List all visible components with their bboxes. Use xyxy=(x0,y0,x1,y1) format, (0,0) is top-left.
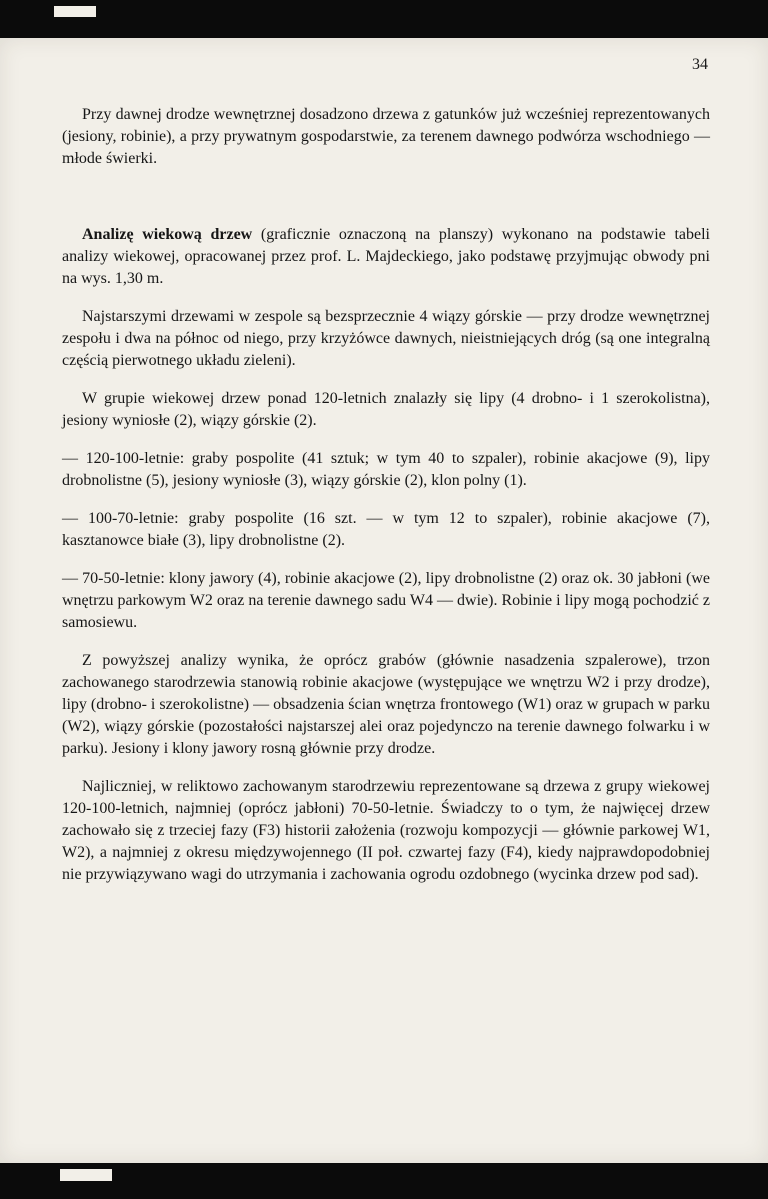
paragraph-conclusion-composition: Z powyższej analizy wynika, że oprócz grabów (głównie nasadzenia szpalerowe), trzon zachowanego starodrzewia stanowią robinie akacjowe (występujące we wnętrzu W2 i przy drodze), lipy (drobno- i szerokolistne) — obsadzenia ścian wnętrza frontowego (W1) oraz w grupach w parku (W2), wiązy górskie (pozostałości najstarszej alei oraz pojedynczo na terenie dawnego folwarku i w parku). Jesiony i klony jawory rosną głównie przy drodze. xyxy=(62,652,710,757)
paragraph-bold-rest: (graficznie oznaczoną na planszy) wykonano na podstawie tabeli analizy wiekowej, opracowanej przez prof. L. Majdeckiego, jako podstawę przyjmując obwody pni na wys. 1,30 m. xyxy=(62,226,710,287)
scan-border-bottom xyxy=(0,1163,768,1199)
scan-border-top xyxy=(0,0,768,38)
list-item-100-70: — 100-70-letnie: graby pospolite (16 szt. — w tym 12 to szpaler), robinie akacjowe (7), kasztanowce białe (3), lipy drobnolistne (2). xyxy=(62,510,710,549)
page-content xyxy=(62,104,710,902)
list-item-70-50: — 70-50-letnie: klony jawory (4), robinie akacjowe (2), lipy drobnolistne (2) oraz ok. 30 jabłoni (we wnętrzu parkowym W2 oraz na terenie dawnego sadu W4 — dwie). Robinie i lipy mogą pochodzić z samosiewu. xyxy=(62,570,710,631)
paragraph-intro: Przy dawnej drodze wewnętrznej dosadzono drzewa z gatunków już wcześniej reprezentowanych (jesiony, robinie), a przy prywatnym gospodarstwie, za terenem dawnego podwórza wschodniego — młode świerki. xyxy=(62,106,710,167)
list-item-120-100: — 120-100-letnie: graby pospolite (41 sztuk; w tym 40 to szpaler), robinie akacjowe (9), lipy drobnolistne (5), jesiony wyniosłe (3), wiązy górskie (2), klon polny (1). xyxy=(62,450,710,489)
scan-notch-bottom-left xyxy=(60,1169,112,1181)
paragraph-oldest-trees: Najstarszymi drzewami w zespole są bezsprzecznie 4 wiązy górskie — przy drodze wewnętrznej zespołu i dwa na północ od niego, przy krzyżówce dawnych, nieistniejących dróg (są one integralną częścią pierwotnego układu zieleni). xyxy=(62,308,710,369)
document-page xyxy=(0,38,768,1163)
scan-notch-top-left xyxy=(54,6,96,17)
paragraph-over-120: W grupie wiekowej drzew ponad 120-letnich znalazły się lipy (4 drobno- i 1 szerokolistna), jesiony wyniosłe (2), wiązy górskie (2). xyxy=(62,390,710,429)
paragraph-age-analysis xyxy=(62,224,710,290)
paragraph-bold-lead: Analizę wiekową drzew xyxy=(82,226,253,243)
paragraph-conclusion-phases: Najliczniej, w reliktowo zachowanym starodrzewiu reprezentowane są drzewa z grupy wiekowej 120-100-letnich, najmniej (oprócz jabłoni) 70-50-letnie. Świadczy to o tym, że najwięcej drzew zachowało się z trzeciej fazy (F3) historii założenia (rozwoju kompozycji — głównie parkowej W1, W2), a najmniej z okresu międzywojennego (II poł. czwartej fazy (F4), kiedy najprawdopodobniej nie przywiązywano wagi do utrzymania i zachowania ogrodu ozdobnego (wycinka drzew pod sad). xyxy=(62,778,710,883)
page-number: 34 xyxy=(692,56,708,73)
